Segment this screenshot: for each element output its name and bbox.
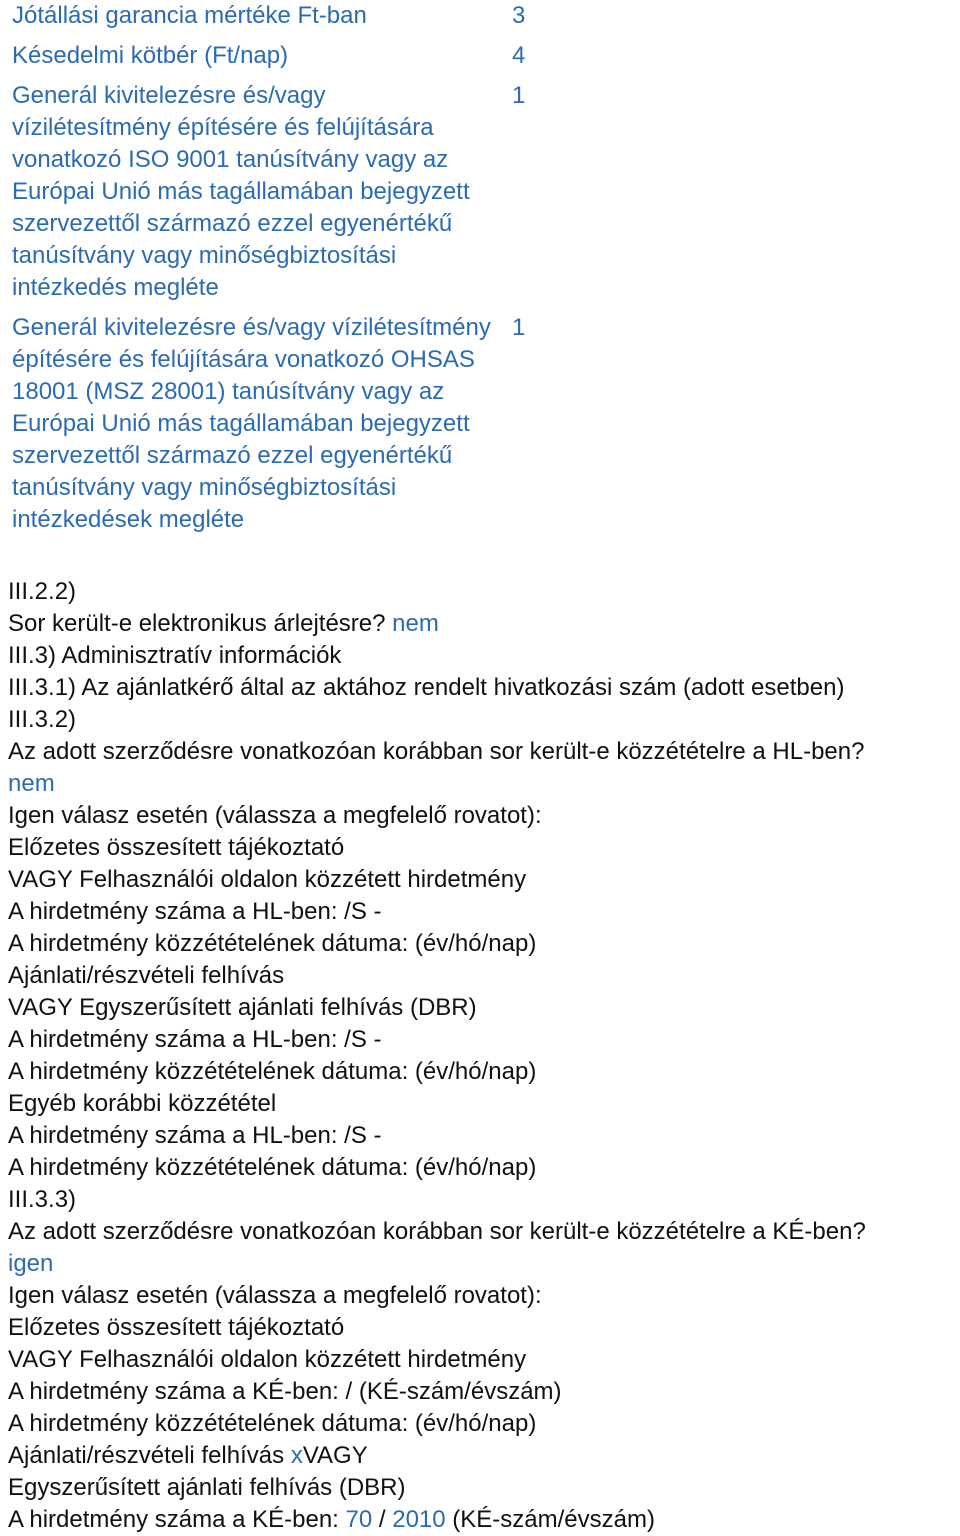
criterion-weight: 3 [512, 2, 526, 29]
section-label: III.2.2) [8, 578, 77, 605]
ke-simplified-notice: Egyszerűsített ajánlati felhívás (DBR) [8, 1474, 406, 1501]
criterion-name: Generál kivitelezésre és/vagy vízilétesítmény építésére és felújítására vonatkozó OHSAS 18001 (MSZ 28001) tanúsítvány vagy az Európai Unió más tagállamában bejegyzett szervezettől származó ezzel egyenértékű tanúsítvány vagy minőségbiztosítási intézkedések megléte [12, 314, 491, 533]
hl-contract-notice: Ajánlati/részvételi felhívás [8, 962, 285, 989]
reference-number-label: III.3.1) Az ajánlatkérő által az aktához rendelt hivatkozási szám (adott esetben) [8, 674, 845, 701]
criterion-name: Késedelmi kötbér (Ft/nap) [12, 42, 289, 69]
ke-pub-date: A hirdetmény közzétételének dátuma: (év/hó/nap) [8, 1410, 537, 1437]
criterion-weight: 1 [512, 314, 526, 341]
criteria-row [12, 80, 552, 304]
ke-buyer-profile: VAGY Felhasználói oldalon közzétett hirdetmény [8, 1346, 527, 1373]
selected-mark: x [290, 1442, 303, 1469]
section-heading: III.3) Adminisztratív információk [8, 642, 342, 669]
administrative-info-section [8, 576, 960, 1536]
hl-pub-date: A hirdetmény közzétételének dátuma: (év/hó/nap) [8, 1154, 537, 1181]
hl-other-prior: Egyéb korábbi közzététel [8, 1090, 277, 1117]
notice-number-label: A hirdetmény száma a KÉ-ben: [8, 1506, 339, 1533]
ke-choose-line: Igen válasz esetén (válassza a megfelelő rovatot): [8, 1282, 542, 1309]
hl-pub-date: A hirdetmény közzétételének dátuma: (év/hó/nap) [8, 1058, 537, 1085]
notice-number-value: 70 [345, 1506, 373, 1533]
question-text: Sor került-e elektronikus árlejtésre? [8, 610, 386, 637]
ke-final-notice-number [8, 1504, 960, 1536]
contract-notice-label: Ajánlati/részvételi felhívás [8, 1442, 285, 1469]
ke-contract-notice [8, 1440, 960, 1472]
hl-notice-number: A hirdetmény száma a HL-ben: /S - [8, 1026, 382, 1053]
answer-value: nem [392, 610, 439, 637]
section-label: III.3.3) [8, 1186, 77, 1213]
or-label: VAGY [302, 1442, 368, 1469]
section-label: III.3.2) [8, 706, 77, 733]
hl-notice-number: A hirdetmény száma a HL-ben: /S - [8, 1122, 382, 1149]
criterion-weight: 4 [512, 42, 526, 69]
hl-prior-info: Előzetes összesített tájékoztató [8, 834, 345, 861]
ke-notice-number: A hirdetmény száma a KÉ-ben: / (KÉ-szám/évszám) [8, 1378, 562, 1405]
format-hint: (KÉ-szám/évszám) [452, 1506, 655, 1533]
award-criteria-table [12, 0, 552, 544]
ke-prior-info: Előzetes összesített tájékoztató [8, 1314, 345, 1341]
separator: / [378, 1506, 386, 1533]
ke-question: Az adott szerződésre vonatkozóan korábban sor került-e közzétételre a KÉ-ben? [8, 1218, 866, 1245]
hl-choose-line: Igen válasz esetén (válassza a megfelelő rovatot): [8, 802, 542, 829]
hl-answer: nem [8, 770, 55, 797]
hl-question: Az adott szerződésre vonatkozóan korábban sor került-e közzétételre a HL-ben? [8, 738, 865, 765]
hl-notice-number: A hirdetmény száma a HL-ben: /S - [8, 898, 382, 925]
hl-pub-date: A hirdetmény közzétételének dátuma: (év/hó/nap) [8, 930, 537, 957]
criterion-name: Jótállási garancia mértéke Ft-ban [12, 2, 367, 29]
criteria-row [12, 40, 552, 72]
hl-buyer-profile: VAGY Felhasználói oldalon közzétett hirdetmény [8, 866, 527, 893]
hl-simplified-notice: VAGY Egyszerűsített ajánlati felhívás (DBR) [8, 994, 477, 1021]
criterion-name: Generál kivitelezésre és/vagy vízilétesítmény építésére és felújítására vonatkozó ISO 9001 tanúsítvány vagy az Európai Unió más tagállamában bejegyzett szervezettől származó ezzel egyenértékű tanúsítvány vagy minőségbiztosítási intézkedés megléte [12, 82, 470, 301]
criterion-weight: 1 [512, 82, 526, 109]
notice-year-value: 2010 [392, 1506, 446, 1533]
criteria-row [12, 312, 552, 536]
criteria-row [12, 0, 552, 32]
e-auction-question [8, 608, 960, 640]
ke-answer: igen [8, 1250, 54, 1277]
